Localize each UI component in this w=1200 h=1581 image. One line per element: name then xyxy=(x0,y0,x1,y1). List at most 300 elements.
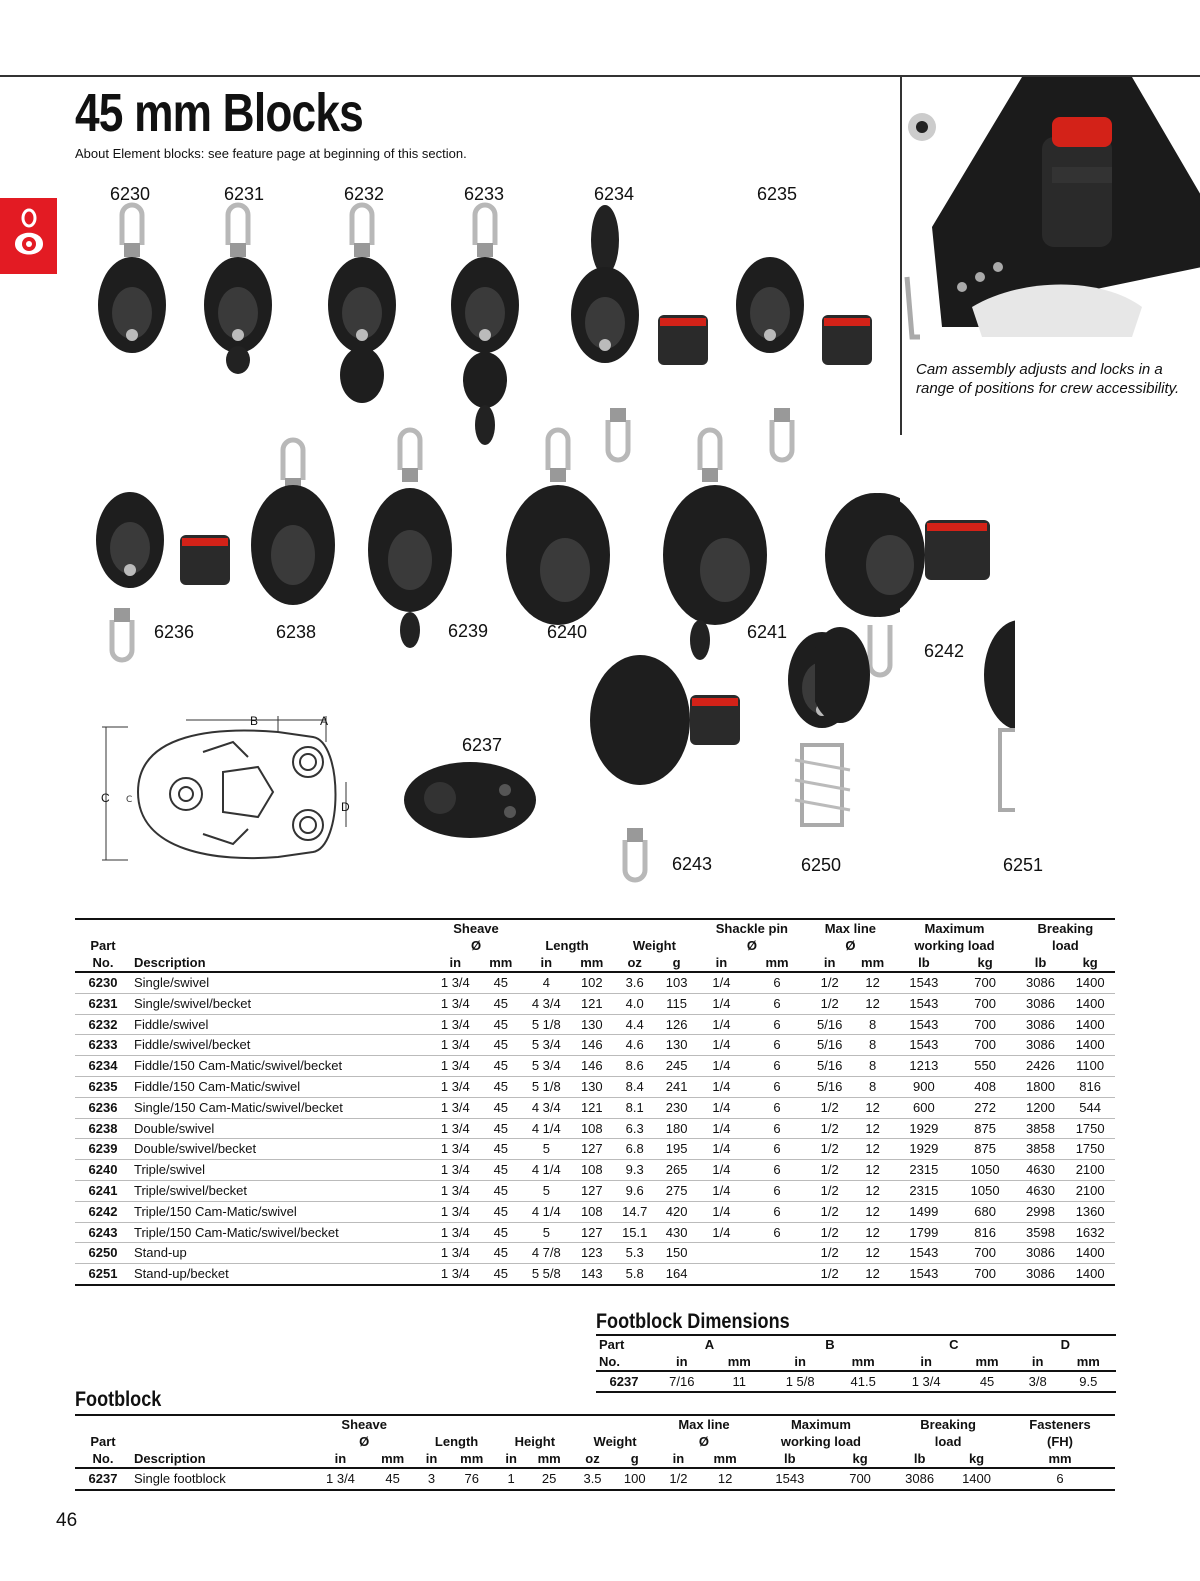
spec-value: 1543 xyxy=(893,1264,954,1285)
spec-value: 2100 xyxy=(1065,1160,1115,1181)
table-header-cell: in xyxy=(893,1353,959,1371)
spec-value: 130 xyxy=(657,1035,696,1056)
table-cell: 11 xyxy=(732,1374,746,1389)
table-header-cell: working load xyxy=(914,938,995,953)
spec-value xyxy=(696,1264,746,1285)
block-6231 xyxy=(204,205,272,374)
spec-value: 121 xyxy=(571,1097,612,1118)
spec-value: 1 3/4 xyxy=(431,1118,481,1139)
spec-value: 102 xyxy=(571,972,612,993)
spec-value: 1800 xyxy=(1016,1076,1066,1097)
table-cell: 9.5 xyxy=(1079,1374,1098,1389)
spec-value: 6 xyxy=(747,1222,808,1243)
spec-row xyxy=(75,1180,1115,1201)
table-header-cell: Sheave xyxy=(341,1417,387,1432)
description: Single/swivel/becket xyxy=(131,993,431,1014)
description: Fiddle/150 Cam-Matic/swivel/becket xyxy=(131,1056,431,1077)
block-icon xyxy=(10,204,48,266)
table-header-cell: Height xyxy=(514,1434,556,1449)
table-cell: 3086 xyxy=(905,1471,935,1486)
label-6236: 6236 xyxy=(154,622,195,642)
table-cell: 100 xyxy=(623,1471,646,1486)
spec-value: 5/16 xyxy=(807,1014,851,1035)
spec-value: 3086 xyxy=(1016,993,1066,1014)
spec-value: 1/4 xyxy=(696,1056,746,1077)
spec-value: 150 xyxy=(657,1243,696,1264)
part-number: 6250 xyxy=(75,1243,131,1264)
spec-value: 2998 xyxy=(1016,1201,1066,1222)
spec-value: 1400 xyxy=(1065,1264,1115,1285)
spec-value: 1/4 xyxy=(696,1201,746,1222)
spec-row xyxy=(75,1035,1115,1056)
spec-value: 1/4 xyxy=(696,1035,746,1056)
spec-value: 1750 xyxy=(1065,1118,1115,1139)
hero-caption: Cam assembly adjusts and locks in a range of positions for crew accessibility. xyxy=(916,361,1180,397)
spec-value: 5 xyxy=(522,1139,572,1160)
block-6232 xyxy=(328,205,396,403)
spec-value: 1 3/4 xyxy=(431,1097,481,1118)
spec-value: 126 xyxy=(657,1014,696,1035)
spec-value: 5 1/8 xyxy=(522,1014,572,1035)
block-6233 xyxy=(451,205,519,445)
table-header-cell: Part xyxy=(90,938,116,953)
description: Fiddle/150 Cam-Matic/swivel xyxy=(131,1076,431,1097)
table-header-cell: mm xyxy=(369,1450,416,1468)
description: Double/swivel xyxy=(131,1118,431,1139)
spec-value: 1/4 xyxy=(696,993,746,1014)
footblock-6237 xyxy=(404,762,536,838)
spec-value: 550 xyxy=(954,1056,1015,1077)
spec-value: 1/2 xyxy=(807,1222,851,1243)
table-header-cell: kg xyxy=(1065,954,1115,972)
label-6251: 6251 xyxy=(1003,855,1044,875)
spec-value: 6.8 xyxy=(612,1139,656,1160)
spec-value: 4 7/8 xyxy=(522,1243,572,1264)
table-header-cell: Ø xyxy=(746,938,757,953)
spec-value: 115 xyxy=(657,993,696,1014)
table-header-cell: mm xyxy=(1061,1353,1116,1371)
spec-value: 3598 xyxy=(1016,1222,1066,1243)
table-header-cell: lb xyxy=(891,1450,948,1468)
spec-value: 1543 xyxy=(893,993,954,1014)
table-cell: 6 xyxy=(1056,1471,1064,1486)
label-6239: 6239 xyxy=(448,621,489,641)
spec-value: 12 xyxy=(852,1201,893,1222)
spec-value: 12 xyxy=(852,1264,893,1285)
spec-value: 127 xyxy=(571,1139,612,1160)
spec-value: 2100 xyxy=(1065,1180,1115,1201)
spec-value: 700 xyxy=(954,1264,1015,1285)
table-cell: 1/2 xyxy=(669,1471,688,1486)
table-header-cell xyxy=(131,1433,312,1450)
spec-value: 123 xyxy=(571,1243,612,1264)
spec-value: 8.4 xyxy=(612,1076,656,1097)
spec-value: 1499 xyxy=(893,1201,954,1222)
spec-value: 700 xyxy=(954,1243,1015,1264)
diagram-label-a: A xyxy=(320,714,329,728)
spec-value: 1632 xyxy=(1065,1222,1115,1243)
table-header-cell: load xyxy=(1051,938,1079,953)
label-6232: 6232 xyxy=(344,184,385,204)
table-cell: 6237 xyxy=(88,1471,118,1486)
table-header-cell: in xyxy=(497,1450,526,1468)
table-header-cell: lb xyxy=(751,1450,829,1468)
table-cell: 1400 xyxy=(962,1471,991,1486)
block-6239 xyxy=(368,430,452,648)
table-header-cell xyxy=(131,1415,312,1433)
table-header-cell xyxy=(497,1415,573,1433)
spec-value: 1 3/4 xyxy=(431,1160,481,1181)
spec-value: 1 3/4 xyxy=(431,1139,481,1160)
spec-value: 600 xyxy=(893,1097,954,1118)
spec-value: 1050 xyxy=(954,1180,1015,1201)
table-header-cell: mm xyxy=(852,954,893,972)
diagram-label-b: B xyxy=(250,714,259,728)
table-header-cell xyxy=(612,919,696,937)
spec-value: 195 xyxy=(657,1139,696,1160)
spec-row xyxy=(75,1056,1115,1077)
table-cell: 1543 xyxy=(775,1471,805,1486)
dim-row xyxy=(596,1371,1116,1392)
table-cell: 45 xyxy=(385,1471,400,1486)
table-header-cell: mm xyxy=(571,954,612,972)
table-cell: 3 xyxy=(427,1471,436,1486)
spec-value: 8.6 xyxy=(612,1056,656,1077)
spec-value: 1/2 xyxy=(807,1243,851,1264)
spec-value: 1/2 xyxy=(807,1139,851,1160)
table-header-cell: Sheave xyxy=(453,921,499,936)
spec-row xyxy=(75,1201,1115,1222)
table-cell: Single footblock xyxy=(134,1471,226,1486)
spec-value: 1/2 xyxy=(807,1264,851,1285)
table-header-cell: Ø xyxy=(845,938,856,953)
table-header-cell: (FH) xyxy=(1047,1434,1073,1449)
table-cell: 41.5 xyxy=(850,1374,876,1389)
part-number: 6251 xyxy=(75,1264,131,1285)
spec-value: 1/2 xyxy=(807,1118,851,1139)
spec-value: 146 xyxy=(571,1056,612,1077)
table-cell: 12 xyxy=(717,1471,733,1486)
label-6235: 6235 xyxy=(757,184,798,204)
description: Double/swivel/becket xyxy=(131,1139,431,1160)
table-header-cell xyxy=(573,1415,657,1433)
spec-row xyxy=(75,1014,1115,1035)
description: Single/swivel xyxy=(131,972,431,993)
spec-value: 45 xyxy=(480,1180,521,1201)
table-header-cell: mm xyxy=(712,1353,767,1371)
spec-value: 816 xyxy=(954,1222,1015,1243)
spec-value: 180 xyxy=(657,1118,696,1139)
label-6231: 6231 xyxy=(224,184,265,204)
spec-value: 1/2 xyxy=(807,1201,851,1222)
diagram-label-c-side: C xyxy=(101,791,110,805)
table-header-cell: C xyxy=(949,1337,959,1352)
table-header-cell: in xyxy=(652,1353,712,1371)
spec-value: 700 xyxy=(954,1035,1015,1056)
table-cell: 76 xyxy=(464,1471,479,1486)
spec-value: 1 3/4 xyxy=(431,1243,481,1264)
table-header-cell xyxy=(131,937,140,954)
spec-value: 5 1/8 xyxy=(522,1076,572,1097)
table-cell: 6237 xyxy=(609,1374,639,1389)
spec-value: 272 xyxy=(954,1097,1015,1118)
spec-value: 6 xyxy=(747,1056,808,1077)
table-header-cell: Part xyxy=(90,1434,116,1449)
spec-value: 680 xyxy=(954,1201,1015,1222)
table-header-cell: g xyxy=(612,1450,657,1468)
spec-value: 544 xyxy=(1065,1097,1115,1118)
spec-value: 108 xyxy=(571,1160,612,1181)
part-number: 6241 xyxy=(75,1180,131,1201)
table-header-cell: Weight xyxy=(593,1434,637,1449)
spec-value: 4 3/4 xyxy=(522,993,572,1014)
table-header-cell: B xyxy=(825,1337,835,1352)
table-header-cell xyxy=(140,937,431,954)
spec-value: 121 xyxy=(571,993,612,1014)
table-header-cell: mm xyxy=(447,1450,497,1468)
block-6234 xyxy=(571,205,708,460)
table-header-cell: kg xyxy=(948,1450,1005,1468)
spec-value: 1400 xyxy=(1065,1014,1115,1035)
spec-table xyxy=(75,918,1115,1286)
footblock-title: Footblock xyxy=(75,1388,162,1411)
spec-value: 1360 xyxy=(1065,1201,1115,1222)
spec-value: 3858 xyxy=(1016,1118,1066,1139)
table-header-cell xyxy=(140,919,431,937)
spec-value: 1100 xyxy=(1065,1056,1115,1077)
spec-value: 1400 xyxy=(1065,1035,1115,1056)
spec-value: 430 xyxy=(657,1222,696,1243)
spec-value: 108 xyxy=(571,1118,612,1139)
table-header-cell: in xyxy=(657,1450,699,1468)
spec-value: 108 xyxy=(571,1201,612,1222)
description: Fiddle/swivel/becket xyxy=(131,1035,431,1056)
spec-value: 6 xyxy=(747,993,808,1014)
spec-value: 816 xyxy=(1065,1076,1115,1097)
diagram-label-d: D xyxy=(341,800,350,814)
description: Stand-up xyxy=(131,1243,431,1264)
spec-value: 6.3 xyxy=(612,1118,656,1139)
spec-value: 3086 xyxy=(1016,1243,1066,1264)
spec-value: 1543 xyxy=(893,1243,954,1264)
spec-value: 3086 xyxy=(1016,1264,1066,1285)
spec-value: 275 xyxy=(657,1180,696,1201)
table-cell: 7/16 xyxy=(669,1374,695,1389)
table-header-cell: Description xyxy=(131,1450,312,1468)
part-number: 6232 xyxy=(75,1014,131,1035)
table-header-cell: Description xyxy=(131,954,431,972)
label-6233: 6233 xyxy=(464,184,505,204)
spec-value: 45 xyxy=(480,1264,521,1285)
spec-value: 4 1/4 xyxy=(522,1160,572,1181)
spec-value: 5 5/8 xyxy=(522,1264,572,1285)
table-header-cell: No. xyxy=(75,1450,131,1468)
description: Triple/150 Cam-Matic/swivel xyxy=(131,1201,431,1222)
spec-value: 4.4 xyxy=(612,1014,656,1035)
spec-value: 1 3/4 xyxy=(431,1180,481,1201)
spec-value: 45 xyxy=(480,1076,521,1097)
spec-value: 1 3/4 xyxy=(431,1035,481,1056)
label-6243: 6243 xyxy=(672,854,713,874)
table-header-cell: mm xyxy=(480,954,521,972)
label-6242: 6242 xyxy=(924,641,965,661)
table-header-cell: in xyxy=(522,954,572,972)
table-header-cell: mm xyxy=(1005,1450,1115,1468)
table-header-cell xyxy=(131,919,140,937)
spec-value: 45 xyxy=(480,1014,521,1035)
spec-value xyxy=(747,1243,808,1264)
spec-value: 420 xyxy=(657,1201,696,1222)
spec-value: 3.6 xyxy=(612,972,656,993)
table-header-cell: lb xyxy=(1016,954,1066,972)
spec-value: 143 xyxy=(571,1264,612,1285)
table-header-cell: Weight xyxy=(632,938,676,953)
spec-value: 12 xyxy=(852,1097,893,1118)
table-header-cell: in xyxy=(312,1450,369,1468)
table-header-cell: kg xyxy=(829,1450,891,1468)
spec-row xyxy=(75,1097,1115,1118)
part-number: 6238 xyxy=(75,1118,131,1139)
spec-value: 3086 xyxy=(1016,1035,1066,1056)
diagram-label-c: C xyxy=(126,795,133,805)
spec-value: 1/2 xyxy=(807,972,851,993)
table-header-cell: oz xyxy=(573,1450,612,1468)
spec-value: 1/2 xyxy=(807,993,851,1014)
table-cell: 1 5/8 xyxy=(785,1374,815,1389)
page-number: 46 xyxy=(56,1510,78,1531)
spec-value: 4.6 xyxy=(612,1035,656,1056)
spec-value: 1400 xyxy=(1065,972,1115,993)
table-header-cell: kg xyxy=(954,954,1015,972)
table-header-cell: working load xyxy=(780,1434,861,1449)
table-cell: 700 xyxy=(849,1471,871,1486)
table-header-cell: Max line xyxy=(678,1417,730,1432)
spec-value: 45 xyxy=(480,1139,521,1160)
part-number: 6230 xyxy=(75,972,131,993)
spec-value: 6 xyxy=(747,1139,808,1160)
table-header-cell: mm xyxy=(525,1450,572,1468)
spec-value: 6 xyxy=(747,1180,808,1201)
spec-value: 12 xyxy=(852,1243,893,1264)
spec-value: 12 xyxy=(852,993,893,1014)
spec-value: 4630 xyxy=(1016,1160,1066,1181)
spec-value: 8.1 xyxy=(612,1097,656,1118)
footblock-diagram xyxy=(98,712,360,867)
spec-value: 3858 xyxy=(1016,1139,1066,1160)
spec-value: 700 xyxy=(954,972,1015,993)
table-header-cell: D xyxy=(1060,1337,1071,1352)
spec-value: 1750 xyxy=(1065,1139,1115,1160)
table-header-cell: Ø xyxy=(359,1434,370,1449)
table-header-cell: Maximum xyxy=(790,1417,851,1432)
spec-value: 1 3/4 xyxy=(431,993,481,1014)
spec-value: 5 xyxy=(522,1222,572,1243)
description: Triple/swivel xyxy=(131,1160,431,1181)
part-number: 6240 xyxy=(75,1160,131,1181)
spec-value: 1 3/4 xyxy=(431,1056,481,1077)
label-6238: 6238 xyxy=(276,622,317,642)
table-header-cell: Length xyxy=(434,1434,479,1449)
spec-value: 45 xyxy=(480,1160,521,1181)
spec-value: 45 xyxy=(480,972,521,993)
spec-value: 1400 xyxy=(1065,1243,1115,1264)
spec-value: 875 xyxy=(954,1139,1015,1160)
table-cell: 1 3/4 xyxy=(911,1374,941,1389)
table-header-cell: Max line xyxy=(824,921,877,936)
spec-value: 1 3/4 xyxy=(431,1076,481,1097)
spec-value: 1/4 xyxy=(696,1180,746,1201)
spec-value: 12 xyxy=(852,1118,893,1139)
spec-value: 8 xyxy=(852,1035,893,1056)
table-header-cell: load xyxy=(934,1434,962,1449)
spec-value: 700 xyxy=(954,1014,1015,1035)
table-header-cell: Breaking xyxy=(920,1417,976,1432)
spec-value: 6 xyxy=(747,1076,808,1097)
spec-value: 245 xyxy=(657,1056,696,1077)
spec-value: 2315 xyxy=(893,1180,954,1201)
table-header-cell: g xyxy=(657,954,696,972)
spec-value: 4 1/4 xyxy=(522,1201,572,1222)
table-cell: 25 xyxy=(541,1471,557,1486)
spec-value: 45 xyxy=(480,1118,521,1139)
spec-value: 1/2 xyxy=(807,1180,851,1201)
spec-value: 45 xyxy=(480,1222,521,1243)
table-header-cell: mm xyxy=(747,954,808,972)
section-tab xyxy=(0,198,57,274)
spec-value: 875 xyxy=(954,1118,1015,1139)
spec-value: 1 3/4 xyxy=(431,1264,481,1285)
label-6230: 6230 xyxy=(110,184,151,204)
spec-row xyxy=(75,1118,1115,1139)
spec-value: 700 xyxy=(954,993,1015,1014)
page-title: 45 mm Blocks xyxy=(75,83,363,143)
spec-value: 130 xyxy=(571,1014,612,1035)
spec-value: 8 xyxy=(852,1056,893,1077)
spec-value: 900 xyxy=(893,1076,954,1097)
spec-value: 1799 xyxy=(893,1222,954,1243)
spec-value: 130 xyxy=(571,1076,612,1097)
description: Triple/150 Cam-Matic/swivel/becket xyxy=(131,1222,431,1243)
spec-value: 6 xyxy=(747,1035,808,1056)
spec-row xyxy=(75,1222,1115,1243)
spec-value: 4630 xyxy=(1016,1180,1066,1201)
spec-value: 45 xyxy=(480,1035,521,1056)
spec-value: 1/4 xyxy=(696,1118,746,1139)
spec-value: 1543 xyxy=(893,1035,954,1056)
spec-value: 12 xyxy=(852,1139,893,1160)
spec-value: 265 xyxy=(657,1160,696,1181)
table-header-cell: in xyxy=(807,954,851,972)
spec-value: 4 3/4 xyxy=(522,1097,572,1118)
spec-row xyxy=(75,1264,1115,1285)
table-header-cell: Ø xyxy=(698,1434,710,1449)
spec-value: 1/4 xyxy=(696,1097,746,1118)
spec-value: 15.1 xyxy=(612,1222,656,1243)
spec-value: 146 xyxy=(571,1035,612,1056)
spec-value: 45 xyxy=(480,1056,521,1077)
spec-row xyxy=(75,1243,1115,1264)
spec-value: 5/16 xyxy=(807,1035,851,1056)
spec-value xyxy=(747,1264,808,1285)
table-header-cell: in xyxy=(696,954,746,972)
footblock-row xyxy=(75,1468,1115,1490)
spec-value: 1543 xyxy=(893,1014,954,1035)
table-header-cell xyxy=(75,919,131,937)
spec-value: 1/2 xyxy=(807,1097,851,1118)
table-header-cell xyxy=(522,919,613,937)
description: Single/150 Cam-Matic/swivel/becket xyxy=(131,1097,431,1118)
label-6241: 6241 xyxy=(747,622,788,642)
